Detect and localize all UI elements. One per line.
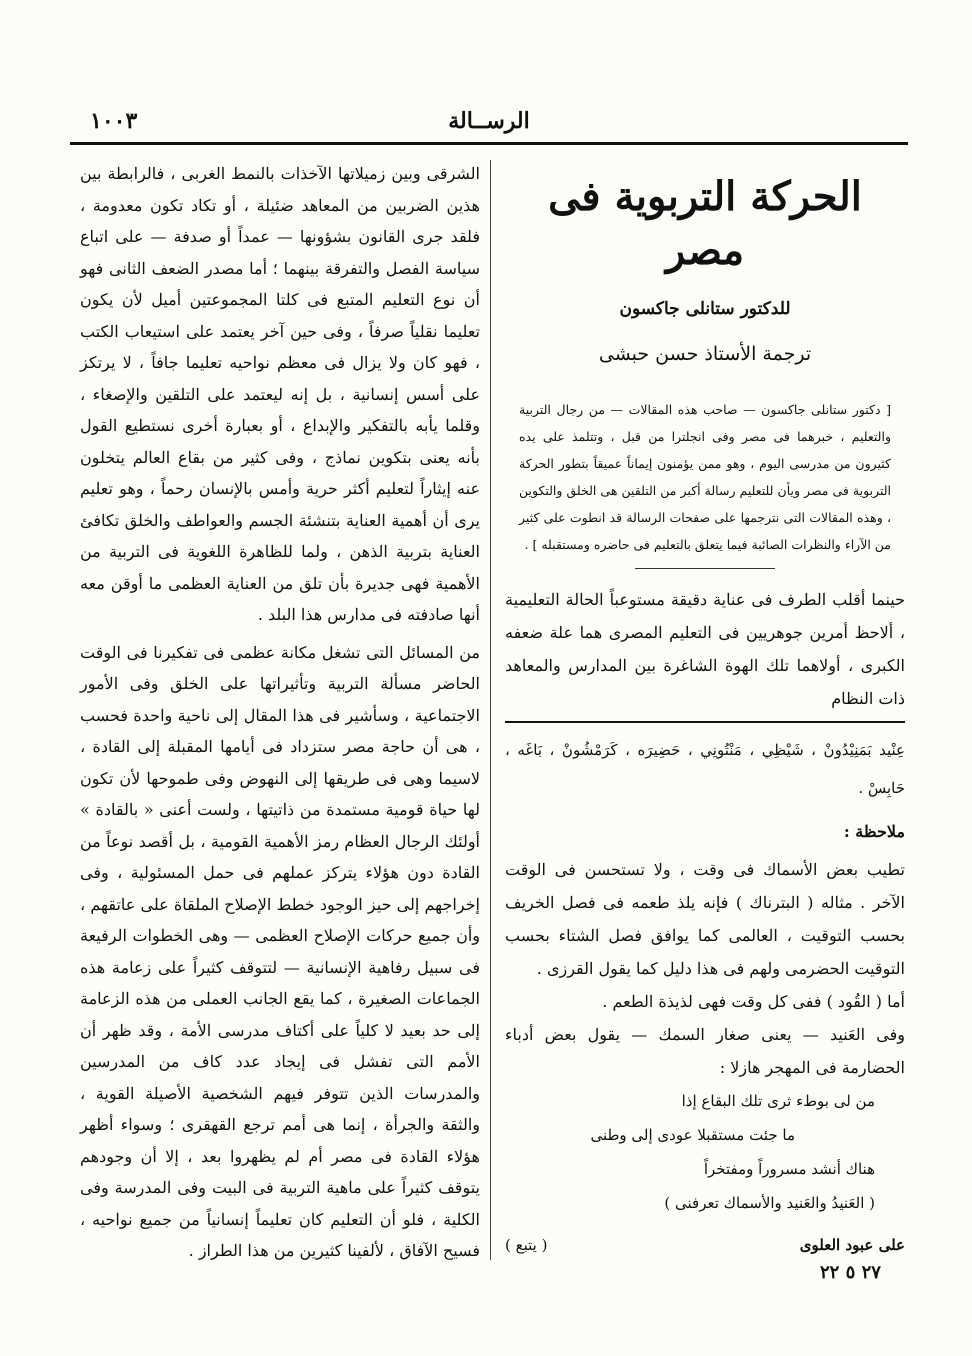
article-opening: حينما أقلب الطرف فى عناية دقيقة مستوعباً الحالة التعليمية ، ألاحظ أمرين جوهريين فى التعليم المصرى هما علة ضعفه الكبرى ، أولاهما تلك الهوة الشاغرة بين المدارس والمعاهد ذات النظام — [505, 590, 905, 708]
page-number: ١٠٠٣ — [90, 108, 138, 134]
right-column — [505, 160, 905, 1260]
magazine-name: الرســالة — [448, 108, 530, 134]
intro-rule — [635, 568, 775, 569]
section-rule — [505, 721, 905, 723]
poem-line: هناك أنشد مسروراً ومفتخراً — [703, 1160, 875, 1178]
to-be-continued: ( يتبع ) — [505, 1236, 548, 1254]
column-divider — [490, 160, 491, 1260]
note-paragraph-2: أما ( القُود ) ففى كل وقت فهى لذيذة الطعم . — [602, 992, 905, 1011]
article-title: الحركة التربوية فى مصر — [548, 173, 862, 274]
left-column — [80, 158, 480, 1267]
poem-line: ما جئت مستقبلا عودى إلى وطنى — [590, 1126, 795, 1144]
article-paragraph-1: الشرقى وبين زميلاتها الآخذات بالنمط الغربى ، فالرابطة بين هذين الضربين من المعاهد ضئيلة ، أو تكاد تكون معدومة ، فلقد جرى القانون بشؤونها — عمداً أو صدفة — على اتباع سياسة الفصل والتفرقة بينهما ؛ أما مصدر الضعف الثانى فهو أن نوع التعليم المتبع فى كلتا المجموعتين أميل لأن يكون تعليما نقلياً صرفاً ، وفى حين آخر يعتمد على استيعاب الكتب ، فهو كان ولا يزال فى معظم نواحيه تعليما جافاً ، لا يرتكز على أسس إنسانية ، بل إنه ليعتمد على التلقين والإصغاء ، وقلما يأبه بالتفكير والإبداع ، أو بعبارة أخرى نستطيع القول بأنه يعنى بتكوين نماذج ، وفى كثير من بقاع العالم يتخلون عنه إيثاراً لتعليم أكثر حرية وأمس بالإنسان رحماً ، وهو تعليم يرى أن أهمية العناية بتنشئة الجسم والعواطف والخلق تكافئ العناية بتربية الذهن ، ولما للظاهرة اللغوية فى التربية من الأهمية فهى جديرة بأن تلق من العناية العظمى ما أوقن معه أنها صادفته فى مدارس هذا البلد . — [80, 164, 480, 624]
fish-names: عِنْيد بَمَنِيْدُونْ ، شَيْظِي ، مَنْتُونِي ، حَضِيرَه ، كَرَمْشُونْ ، بَاغَه ، حَابِسْ . — [505, 741, 905, 797]
article-paragraph-2: من المسائل التى تشغل مكانة عظمى فى تفكيرنا فى الوقت الحاضر مسألة التربية وتأثيراتها على الخلق وفى الأمور الاجتماعية ، وسأشير فى هذا المقال إلى ناحية واحدة فحسب ، هى أن حاجة مصر ستزداد فى أيامها المقبلة إلى القادة ، لاسيما وهى فى طريقها إلى النهوض وفى طموحها لأن تكون لها حياة قومية مستمدة من ذاتيتها ، ولست أعنى « بالقادة » أولئك الرجال العظام رمز الأهمية القومية ، بل أقصد نوعاً من القادة دون هؤلاء يتركز عملهم فى حمل المسئولية ، وفى إخراجهم إلى حيز الوجود خطط الإصلاح الملقاة على عاتقهم ، وأن جميع حركات الإصلاح العظمى — وهى الخطوات الرفيعة فى سبيل رفاهية الإنسانية — لتتوقف كثيراً على زعامة هذه الجماعات الصغيرة ، كما يقع الجانب العملى من هذه الزعامة إلى حد بعيد لا كلياً على أكتاف مدرسى الأمة ، وقد ظهر أن الأمم التى تفشل فى إيجاد عدد كاف من المدرسين والمدرسات الذين تتوفر فيهم الشخصية الأصيلة القوية ، والثقة والجرأة ، إنما هى أمم ترجع القهقرى ؛ وسواء أظهر هؤلاء القادة فى مصر أم لم يظهروا بعد ، إلا أن وجودهم يتوقف كثيراً على ماهية التربية فى البيت وفى المدرسة وفى الكلية ، فلو أن التعليم كان تعليماً إنسانياً من جميع نواحيه ، فسيح الآفاق ، لألفينا كثيرين من هذا الطراز . — [80, 642, 480, 1260]
note-paragraph-1: تطيب بعض الأسماك فى وقت ، ولا تستحسن فى الوقت الآخر . مثاله ( البترناك ) فإنه يلذ طعمه فى فصل الخريف بحسب التوقيت ، العالمى كما يوافق فصل الشتاء بحسب التوقيت الحضرمى ولهم فى هذا دليل كما يقول القرزى . — [505, 860, 905, 978]
article-author: للدكتور ستانلى جاكسون — [619, 299, 791, 319]
author-signature: على عبود العلوى — [799, 1236, 905, 1254]
editor-intro: [ دكتور ستانلى جاكسون — صاحب هذه المقالات — من رجال التربية والتعليم ، خبرهما فى مصر وفى انجلترا من قبل ، وتتلمذ على يده كثيرون من مدرسى اليوم ، وهو ممن يؤمنون إيماناً عميقاً بتطور الحركة التربوية فى مصر ويأن للتعليم رسالة أكبر من التلقين هى الخلق والتكوين ، وهذه المقالات التى نترجمها على صفحات الرسالة قد انطوت على كثير من الآراء والنظرات الصائبة فيما يتعلق بالتعليم فى حاضره ومستقبله ] . — [519, 402, 891, 552]
poem-line: ( العَنيدُ والعَنيد والأسماك تعرفنى ) — [664, 1194, 875, 1212]
note-paragraph-3: وفى العَنيد — يعنى صغار السمك — يقول بعض أدباء الحضارمة فى المهجر هازلا : — [505, 1025, 905, 1077]
note-heading: ملاحظة : — [843, 822, 905, 841]
page-header — [70, 108, 908, 145]
issue-number: ٢٧ ٥ ٢٢ — [820, 1262, 881, 1283]
article-translator: ترجمة الأستاذ حسن حبشى — [598, 343, 812, 365]
signature-row — [505, 1230, 905, 1260]
poem-line: من لى بوطء ثرى تلك البقاع إذا — [681, 1092, 875, 1110]
